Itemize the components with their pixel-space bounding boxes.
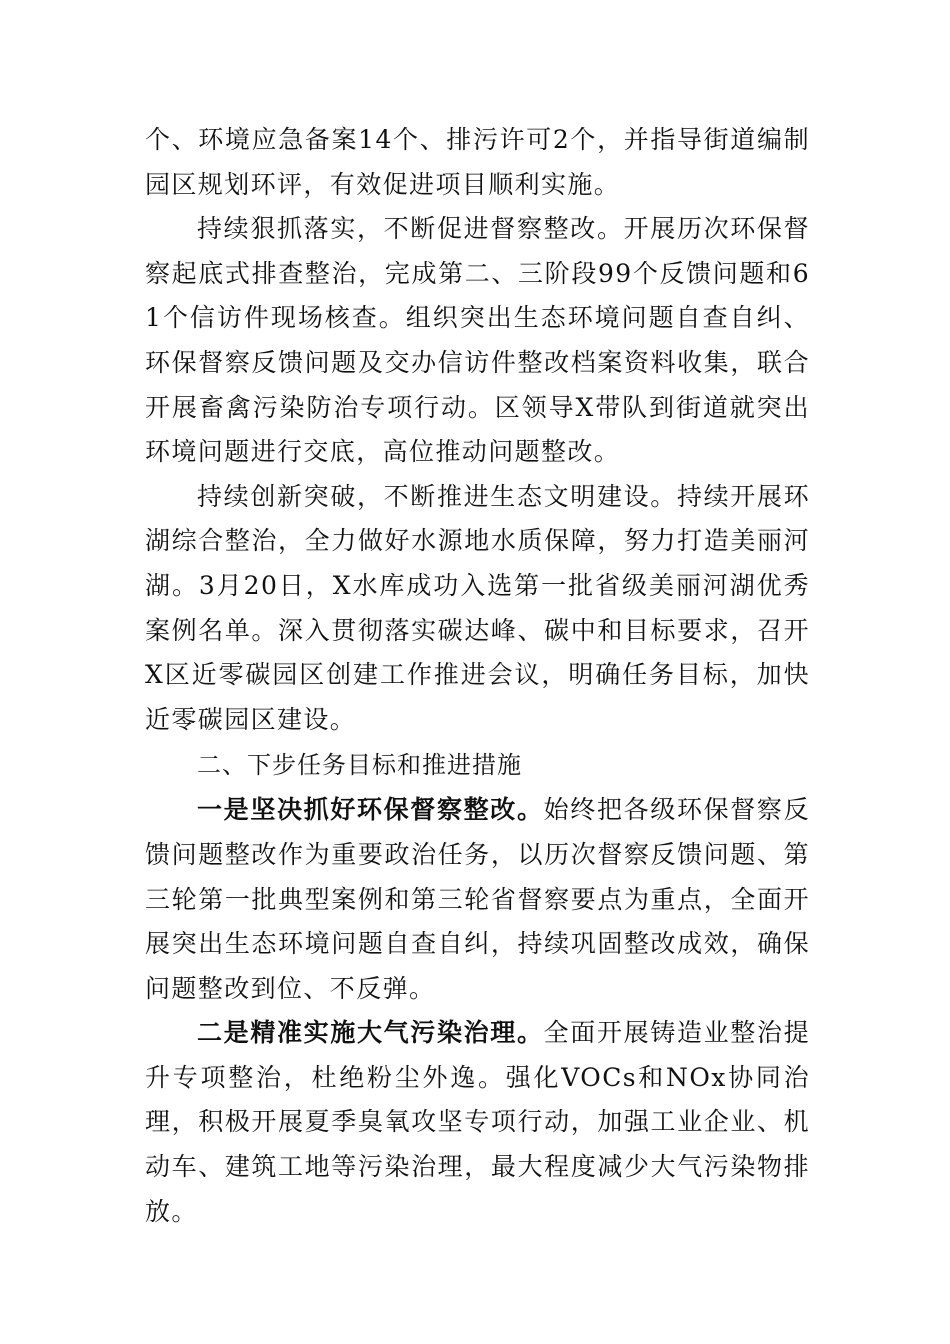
task-item-lead: 一是坚决抓好环保督察整改。	[197, 795, 544, 825]
task-item-text: 始终把各级环保督察反馈问题整改作为重要政治任务，以历次督察反馈问题、第三轮第一批典型案例和第三轮省督察要点为重点，全面开展突出生态环境问题自查自纠，持续巩固整改成效，确保问题整改到位、不反弹。	[145, 795, 810, 1003]
task-item-supervision	[145, 788, 810, 1011]
section-heading: 二、下步任务目标和推进措施	[197, 751, 522, 780]
document-body	[145, 118, 810, 1234]
task-item-text: 全面开展铸造业整治提升专项整治，杜绝粉尘外逸。强化VOCs和NOx协同治理，积极开展夏季臭氧攻坚专项行动，加强工业企业、机动车、建筑工地等污染治理，最大程度减少大气污染物排放。	[145, 1018, 810, 1226]
paragraph-supervision-rectification: 持续狠抓落实，不断促进督察整改。开展历次环保督察起底式排查整治，完成第二、三阶段99个反馈问题和61个信访件现场核查。组织突出生态环境问题自查自纠、环保督察反馈问题及交办信访件整改档案资料收集，联合开展畜禽污染防治专项行动。区领导X带队到街道就突出环境问题进行交底，高位推动问题整改。	[145, 214, 810, 467]
paragraph-continuation: 个、环境应急备案14个、排污许可2个，并指导街道编制园区规划环评，有效促进项目顺利实施。	[145, 125, 810, 199]
paragraph-ecological-civilization: 持续创新突破，不断推进生态文明建设。持续开展环湖综合整治，全力做好水源地水质保障，努力打造美丽河湖。3月20日，X水库成功入选第一批省级美丽河湖优秀案例名单。深入贯彻落实碳达峰、碳中和目标要求，召开X区近零碳园区创建工作推进会议，明确任务目标，加快近零碳园区建设。	[145, 481, 810, 734]
task-item-lead: 二是精准实施大气污染治理。	[197, 1018, 544, 1048]
task-item-air-pollution	[145, 1011, 810, 1234]
